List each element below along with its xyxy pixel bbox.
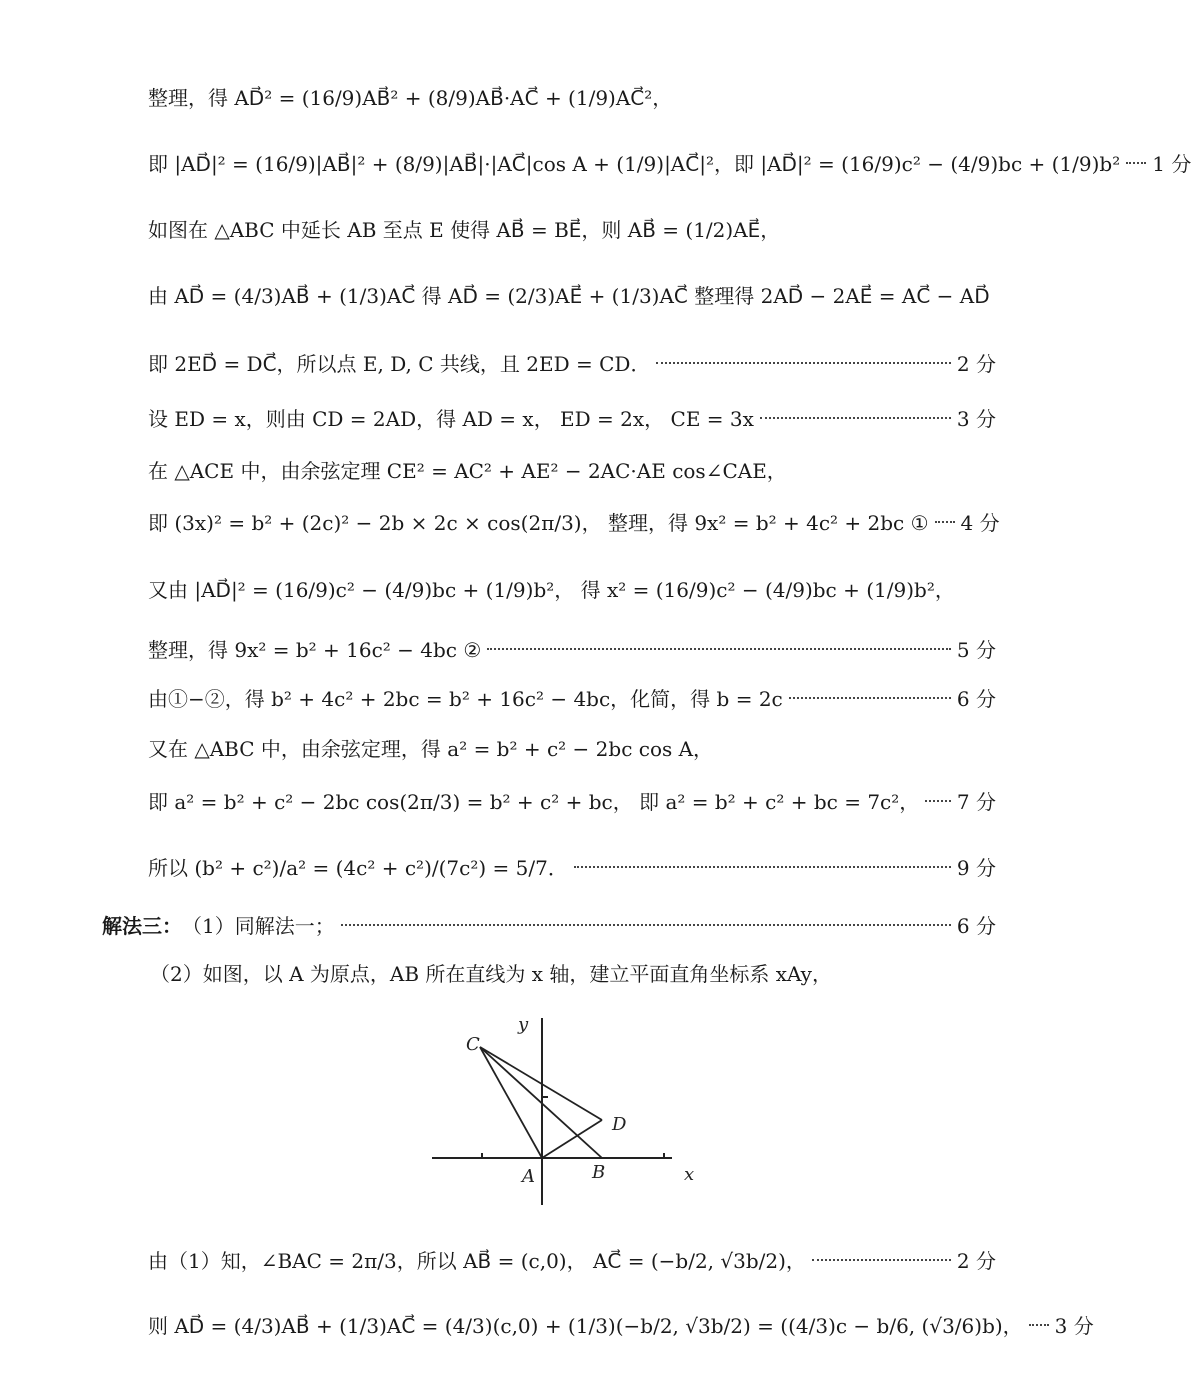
label-y: y bbox=[518, 1014, 529, 1035]
line-14 bbox=[148, 852, 996, 881]
line-text: 即 2ED⃗ = DC⃗，所以点 E, D, C 共线，且 2ED = CD． bbox=[148, 352, 651, 376]
line-text: 又由 |AD⃗|² = (16/9)c² − (4/9)bc + (1/9)b²， 得 x² = (16/9)c² − (4/9)bc + (1/9)b²， bbox=[148, 578, 955, 602]
segment-AD bbox=[542, 1120, 602, 1158]
line-text: 整理，得 AD⃗² = (16/9)AB⃗² + (8/9)AB⃗·AC⃗ + (1/9)AC⃗²， bbox=[148, 86, 673, 110]
solution3-part2: （2）如图，以 A 为原点，AB 所在直线为 x 轴，建立平面直角坐标系 xAy， bbox=[150, 962, 832, 986]
leader-dots bbox=[789, 697, 951, 699]
score-label: 4 分 bbox=[960, 511, 1000, 535]
line-13 bbox=[148, 786, 996, 815]
line-text: 即 a² = b² + c² − 2bc cos(2π/3) = b² + c² + bc， 即 a² = b² + c² + bc = 7c²， bbox=[148, 790, 920, 814]
line-after-2 bbox=[148, 1310, 1094, 1339]
leader-dots bbox=[812, 1259, 951, 1261]
line-8 bbox=[148, 507, 1000, 536]
leader-dots bbox=[487, 648, 951, 650]
line-1 bbox=[148, 82, 996, 111]
score-label: 3 分 bbox=[956, 407, 996, 431]
line-5 bbox=[148, 348, 996, 377]
line-text: 由①−②，得 b² + 4c² + 2bc = b² + 16c² − 4bc，化简，得 b = 2c bbox=[148, 687, 783, 711]
line-text: 整理，得 9x² = b² + 16c² − 4bc ② bbox=[148, 638, 482, 662]
score-label: 5 分 bbox=[956, 638, 996, 662]
line-12 bbox=[148, 733, 996, 762]
score-label: 7 分 bbox=[956, 790, 996, 814]
line-2 bbox=[148, 148, 1191, 177]
coordinate-figure bbox=[420, 1000, 720, 1215]
label-D: D bbox=[612, 1114, 627, 1135]
line-text: 又在 △ABC 中，由余弦定理，得 a² = b² + c² − 2bc cos A， bbox=[148, 737, 714, 761]
line-text: 即 (3x)² = b² + (2c)² − 2b × 2c × cos(2π/3)， 整理，得 9x² = b² + 4c² + 2bc ① bbox=[148, 511, 929, 535]
line-text: 则 AD⃗ = (4/3)AB⃗ + (1/3)AC⃗ = (4/3)(c,0) + (1/3)(−b/2, √3b/2) = ((4/3)c − b/6, (√3/6)b)， bbox=[148, 1314, 1023, 1338]
line-4 bbox=[148, 280, 996, 309]
line-7 bbox=[148, 455, 996, 484]
solution3-part2-line bbox=[150, 958, 996, 987]
line-3 bbox=[148, 214, 996, 243]
solution3-part1: （1）同解法一； bbox=[182, 914, 335, 938]
leader-dots bbox=[935, 521, 955, 523]
line-text: 所以 (b² + c²)/a² = (4c² + c²)/(7c²) = 5/7． bbox=[148, 856, 568, 880]
leader-dots bbox=[574, 866, 951, 868]
line-6 bbox=[148, 403, 996, 432]
score-label: 1 分 bbox=[1152, 152, 1191, 176]
line-after-1 bbox=[148, 1245, 996, 1274]
line-text: 即 |AD⃗|² = (16/9)|AB⃗|² + (8/9)|AB⃗|·|AC⃗|cos A + (1/9)|AC⃗|²，即 |AD⃗|² = (16/9)c² − (4/9)bc + (1/9)b² bbox=[148, 152, 1121, 176]
score-label: 6 分 bbox=[956, 914, 996, 938]
label-A: A bbox=[522, 1166, 535, 1187]
solution3-line bbox=[102, 910, 996, 939]
score-label: 2 分 bbox=[956, 352, 996, 376]
line-text: 由 AD⃗ = (4/3)AB⃗ + (1/3)AC⃗ 得 AD⃗ = (2/3)AE⃗ + (1/3)AC⃗ 整理得 2AD⃗ − 2AE⃗ = AC⃗ − AD⃗ bbox=[148, 284, 990, 308]
leader-dots bbox=[656, 362, 950, 364]
line-11 bbox=[148, 683, 996, 712]
line-10 bbox=[148, 634, 996, 663]
label-x: x bbox=[684, 1164, 695, 1185]
line-text: 由（1）知，∠BAC = 2π/3，所以 AB⃗ = (c,0)， AC⃗ = (−b/2, √3b/2)， bbox=[148, 1249, 806, 1273]
score-label: 9 分 bbox=[956, 856, 996, 880]
line-text: 设 ED = x，则由 CD = 2AD，得 AD = x， ED = 2x， CE = 3x bbox=[148, 407, 754, 431]
leader-dots bbox=[760, 417, 951, 419]
label-C: C bbox=[466, 1034, 480, 1055]
line-text: 在 △ACE 中，由余弦定理 CE² = AC² + AE² − 2AC·AE cos∠CAE， bbox=[148, 459, 787, 483]
score-label: 6 分 bbox=[956, 687, 996, 711]
leader-dots bbox=[925, 800, 951, 802]
segment-CA bbox=[480, 1047, 542, 1158]
line-text: 如图在 △ABC 中延长 AB 至点 E 使得 AB⃗ = BE⃗，则 AB⃗ = (1/2)AE⃗， bbox=[148, 218, 781, 242]
label-B: B bbox=[592, 1162, 606, 1183]
leader-dots bbox=[341, 924, 951, 926]
score-label: 3 分 bbox=[1054, 1314, 1094, 1338]
line-9 bbox=[148, 574, 996, 603]
leader-dots bbox=[1126, 162, 1146, 164]
solution3-heading: 解法三： bbox=[102, 914, 182, 938]
score-label: 2 分 bbox=[956, 1249, 996, 1273]
leader-dots bbox=[1029, 1324, 1049, 1326]
